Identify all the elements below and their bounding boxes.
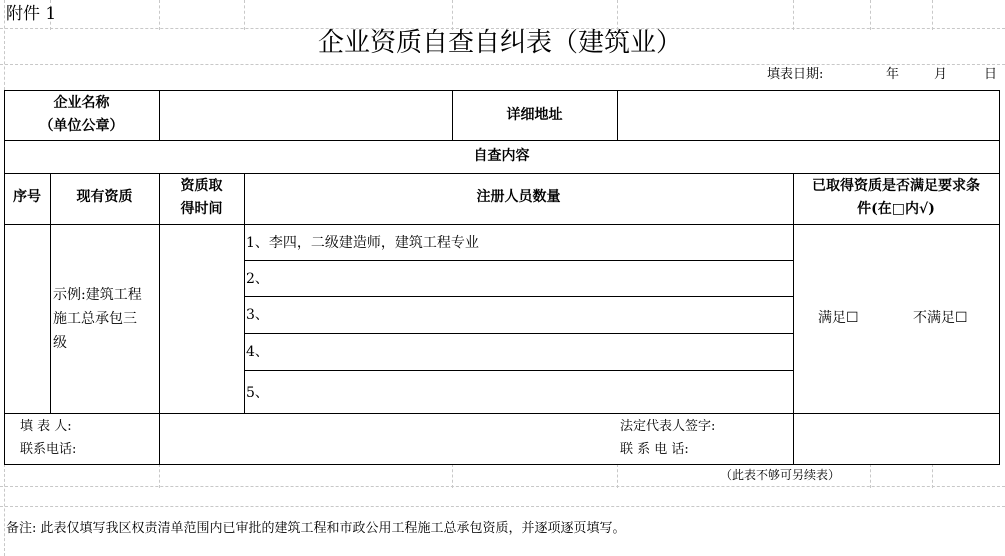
fill-date-month: 月: [934, 67, 948, 82]
company-seal-label: （单位公章）: [39, 118, 124, 134]
meets-yes-checkbox[interactable]: 满足☐: [818, 310, 859, 326]
registered-row-3[interactable]: 3、: [246, 307, 269, 323]
table-border: [244, 260, 793, 261]
grid-line: [617, 0, 618, 30]
example-qualification-line: 施工总承包三: [53, 311, 137, 327]
registered-row-2[interactable]: 2、: [246, 271, 269, 287]
legal-rep-phone-label: 联 系 电 话:: [620, 442, 689, 457]
col-header-seq: 序号: [13, 189, 41, 205]
table-border: [244, 370, 793, 371]
grid-line: [159, 464, 160, 488]
example-qualification-line: 示例:建筑工程: [53, 287, 142, 303]
continuation-note: （此表不够可另续表）: [720, 468, 841, 482]
legal-rep-signature-field[interactable]: [794, 414, 998, 463]
grid-line: [452, 0, 453, 30]
attachment-label: 附件 1: [6, 4, 57, 24]
table-border: [4, 464, 1000, 465]
company-name-field[interactable]: [160, 91, 451, 139]
registered-row-1[interactable]: 1、李四，二级建造师，建筑工程专业: [246, 235, 479, 251]
table-border: [244, 333, 793, 334]
filler-field[interactable]: [160, 414, 616, 463]
grid-line: [793, 0, 794, 30]
registered-row-5[interactable]: 5、: [246, 385, 269, 401]
grid-line: [617, 464, 618, 488]
col-header-meets-line1: 已取得资质是否满足要求条: [812, 178, 980, 194]
filler-label: 填 表 人:: [20, 419, 72, 434]
table-border: [4, 90, 5, 464]
grid-line: [870, 464, 871, 488]
address-label: 详细地址: [506, 107, 563, 123]
grid-line: [244, 0, 245, 30]
table-border: [4, 140, 1000, 141]
legal-rep-signature-label: 法定代表人签字:: [620, 419, 716, 434]
table-border: [244, 173, 245, 413]
grid-line: [0, 506, 1005, 507]
grid-line: [0, 486, 1005, 487]
filler-phone-label: 联系电话:: [20, 442, 77, 457]
remark: 备注: 此表仅填写我区权责清单范围内已审批的建筑工程和市政公用工程施工总承包资质，并逐项逐页填写。: [6, 521, 626, 536]
grid-line: [4, 464, 5, 556]
fill-date-label: 填表日期:: [767, 67, 824, 82]
fill-date-day: 日: [984, 67, 998, 82]
company-name-label: 企业名称: [53, 95, 110, 111]
grid-line: [4, 0, 5, 90]
col-header-qualification: 现有资质: [76, 189, 133, 205]
table-border: [4, 173, 1000, 174]
registered-row-4[interactable]: 4、: [246, 344, 269, 360]
table-border: [4, 224, 1000, 225]
col-header-obtain-time-line2: 得时间: [180, 201, 223, 217]
grid-line: [159, 0, 160, 30]
col-header-registered: 注册人员数量: [476, 189, 561, 205]
table-border: [244, 296, 793, 297]
page-title: 企业资质自查自纠表（建筑业）: [317, 28, 682, 58]
fill-date-year: 年: [886, 67, 900, 82]
table-border: [50, 173, 51, 413]
section-title: 自查内容: [473, 148, 530, 164]
address-field[interactable]: [618, 91, 998, 139]
meets-no-checkbox[interactable]: 不满足☐: [913, 310, 968, 326]
col-header-meets-line2: 件(在□内√): [857, 201, 935, 217]
grid-line: [0, 64, 1005, 65]
table-border: [999, 90, 1000, 464]
grid-line: [932, 0, 933, 30]
col-header-obtain-time-line1: 资质取: [180, 178, 223, 194]
grid-line: [932, 464, 933, 488]
grid-line: [452, 464, 453, 488]
grid-line: [870, 0, 871, 30]
example-qualification-line: 级: [53, 335, 67, 351]
